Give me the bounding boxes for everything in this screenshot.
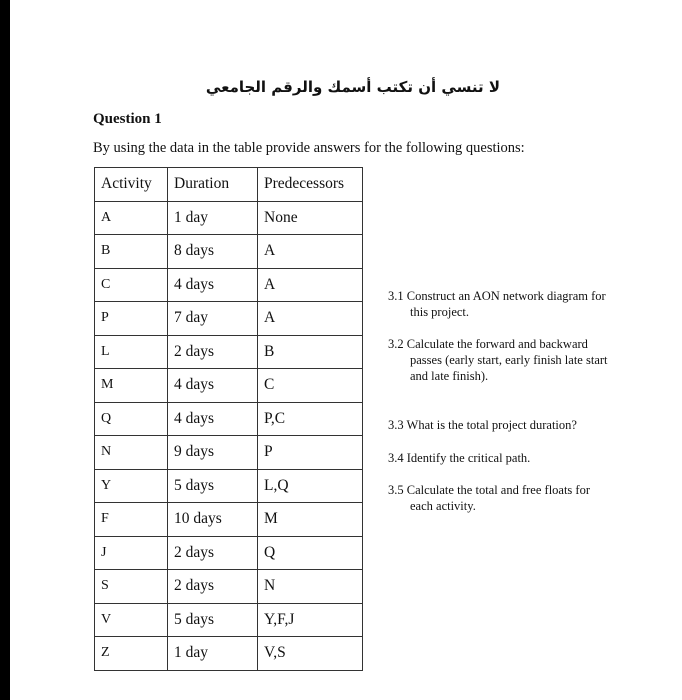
cell-duration: 2 days (168, 536, 258, 570)
cell-activity: M (95, 369, 168, 403)
header-activity: Activity (95, 168, 168, 202)
table-row (95, 302, 363, 336)
question-3-1 (388, 288, 606, 320)
cell-activity: N (95, 436, 168, 470)
header-note: لا تنسي أن تكتب أسمك والرقم الجامعي (205, 78, 500, 96)
left-border-bar (0, 0, 10, 700)
activity-table (94, 167, 363, 671)
cell-predecessors: B (258, 335, 363, 369)
cell-predecessors: A (258, 302, 363, 336)
table-row (95, 570, 363, 604)
question-title: Question 1 (93, 111, 162, 127)
table-row (95, 369, 363, 403)
cell-duration: 4 days (168, 268, 258, 302)
cell-activity: Y (95, 469, 168, 503)
cell-duration: 2 days (168, 335, 258, 369)
table-row (95, 503, 363, 537)
table-row (95, 335, 363, 369)
cell-duration: 10 days (168, 503, 258, 537)
cell-predecessors: A (258, 235, 363, 269)
cell-activity: B (95, 235, 168, 269)
cell-predecessors: P (258, 436, 363, 470)
cell-duration: 7 day (168, 302, 258, 336)
header-predecessors: Predecessors (258, 168, 363, 202)
cell-predecessors: N (258, 570, 363, 604)
table-body (95, 201, 363, 670)
cell-predecessors: A (258, 268, 363, 302)
cell-activity: Q (95, 402, 168, 436)
cell-duration: 9 days (168, 436, 258, 470)
cell-predecessors: C (258, 369, 363, 403)
cell-activity: C (95, 268, 168, 302)
table-row (95, 402, 363, 436)
cell-predecessors: None (258, 201, 363, 235)
cell-duration: 1 day (168, 201, 258, 235)
header-duration: Duration (168, 168, 258, 202)
cell-predecessors: Y,F,J (258, 603, 363, 637)
cell-duration: 8 days (168, 235, 258, 269)
cell-duration: 4 days (168, 369, 258, 403)
table-row (95, 637, 363, 671)
cell-predecessors: V,S (258, 637, 363, 671)
table-row (95, 603, 363, 637)
question-3-2-line3: and late finish). (410, 369, 489, 383)
question-3-1-line1: 3.1 Construct an AON network diagram for (388, 289, 606, 303)
cell-activity: V (95, 603, 168, 637)
cell-activity: F (95, 503, 168, 537)
table-header-row (95, 168, 363, 202)
question-3-5-line2: each activity. (410, 499, 476, 513)
cell-activity: P (95, 302, 168, 336)
question-3-3-line1: 3.3 What is the total project duration? (388, 418, 577, 432)
cell-duration: 5 days (168, 469, 258, 503)
question-3-4-line1: 3.4 Identify the critical path. (388, 451, 531, 465)
table-row (95, 536, 363, 570)
cell-activity: J (95, 536, 168, 570)
cell-duration: 1 day (168, 637, 258, 671)
cell-activity: S (95, 570, 168, 604)
table-row (95, 235, 363, 269)
cell-activity: L (95, 335, 168, 369)
question-3-1-line2: this project. (410, 305, 470, 319)
cell-activity: Z (95, 637, 168, 671)
question-3-5 (388, 482, 590, 514)
cell-duration: 4 days (168, 402, 258, 436)
question-3-3 (388, 417, 577, 433)
cell-duration: 2 days (168, 570, 258, 604)
question-3-5-line1: 3.5 Calculate the total and free floats for (388, 483, 591, 497)
table-row (95, 268, 363, 302)
question-3-4 (388, 450, 530, 466)
table-row (95, 469, 363, 503)
cell-predecessors: P,C (258, 402, 363, 436)
cell-predecessors: Q (258, 536, 363, 570)
cell-activity: A (95, 201, 168, 235)
question-3-2-line1: 3.2 Calculate the forward and backward (388, 337, 588, 351)
question-3-2-line2: passes (early start, early finish late start (410, 353, 608, 367)
cell-duration: 5 days (168, 603, 258, 637)
cell-predecessors: M (258, 503, 363, 537)
table-row (95, 201, 363, 235)
table-row (95, 436, 363, 470)
cell-predecessors: L,Q (258, 469, 363, 503)
question-3-2 (388, 336, 608, 384)
intro-text: By using the data in the table provide answers for the following questions: (93, 140, 525, 156)
